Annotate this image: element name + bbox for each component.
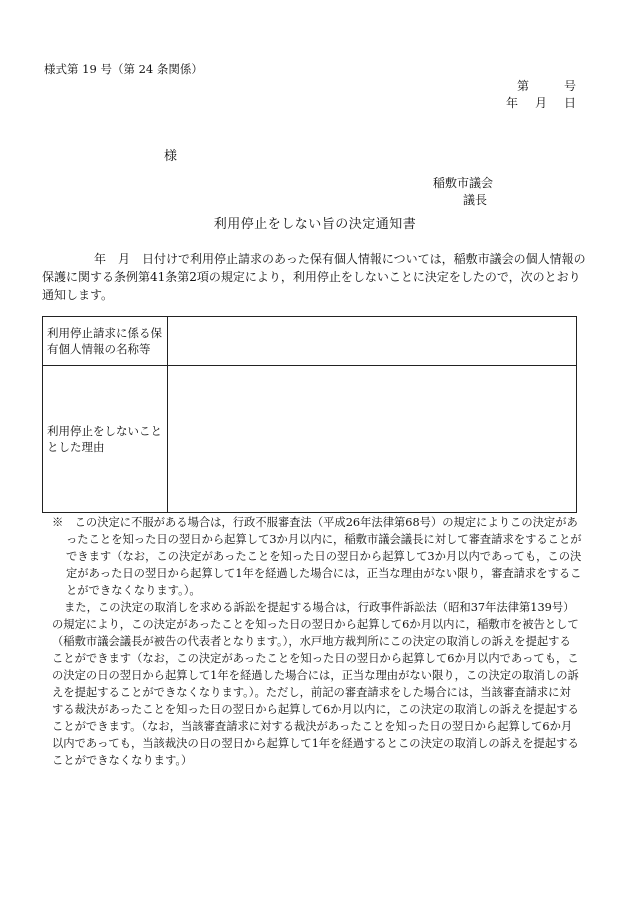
addressee-honorific: 様 xyxy=(164,149,178,164)
sender-title: 議長 xyxy=(463,193,488,207)
detail-table xyxy=(42,316,577,513)
reason-label: 利用停止をしないこととした理由 xyxy=(43,366,168,513)
document-number xyxy=(506,78,577,95)
table-row xyxy=(43,317,577,366)
date-month: 月 xyxy=(534,96,548,110)
document-title: 利用停止をしない旨の決定通知書 xyxy=(213,217,417,232)
intro-paragraph: 年 月 日付けで利用停止請求のあった保有個人情報については，稲敷市議会の個人情報の保護に関する条例第41条第2項の規定により，利用停止をしないことに決定をしたので，次のとおり通知します。 xyxy=(42,252,586,302)
date-day: 日 xyxy=(563,96,577,110)
reason-value xyxy=(168,366,577,513)
notes-section xyxy=(52,514,582,769)
form-number: 様式第 19 号（第 24 条関係） xyxy=(44,62,203,76)
date-year: 年 xyxy=(505,96,519,110)
table-row xyxy=(43,366,577,513)
sender-block xyxy=(433,175,493,209)
doc-number-prefix: 第 xyxy=(516,79,530,93)
note-lawsuit: また，この決定の取消しを求める訴訟を提起する場合は，行政事件訴訟法（昭和37年法律第139号）の規定により，この決定があったことを知った日の翌日から起算して6か月以内に，稲敷市を被告として（稲敷市議会議長が被告の代表者となります。），水戸地方裁判所にこの決定の取消しの訴えを提起することができます（なお，この決定があったことを知った日の翌日から起算して6か月以内であっても，この決定の日の翌日から起算して1年を経過した場合には，正当な理由がない限り，この決定の取消しの訴えを提起することができなくなります。）。ただし，前記の審査請求をした場合には，当該審査請求に対する裁決があったことを知った日の翌日から起算して6か月以内に，この決定の取消しの訴えを提起することができます。（なお，当該審査請求に対する裁決があったことを知った日の翌日から起算して6か月以内であっても，当該裁決の日の翌日から起算して1年を経過するとこの決定の取消しの訴えを提起することができなくなります。） xyxy=(52,601,579,767)
document-date xyxy=(506,95,577,112)
note-appeal: ※ この決定に不服がある場合は，行政不服審査法（平成26年法律第68号）の規定によりこの決定があったことを知った日の翌日から起算して3か月以内に，稲敷市議会議長に対して審査請求をすることができます（なお，この決定があったことを知った日の翌日から起算して3か月以内であっても，この決定があった日の翌日から起算して1年を経過した場合には，正当な理由がない限り，審査請求をすることができなくなります。）。 xyxy=(52,516,582,597)
info-name-value xyxy=(168,317,577,366)
document-number-and-date xyxy=(506,78,577,112)
doc-number-suffix: 号 xyxy=(563,79,577,93)
sender-org: 稲敷市議会 xyxy=(433,176,494,190)
info-name-label: 利用停止請求に係る保有個人情報の名称等 xyxy=(43,317,168,366)
